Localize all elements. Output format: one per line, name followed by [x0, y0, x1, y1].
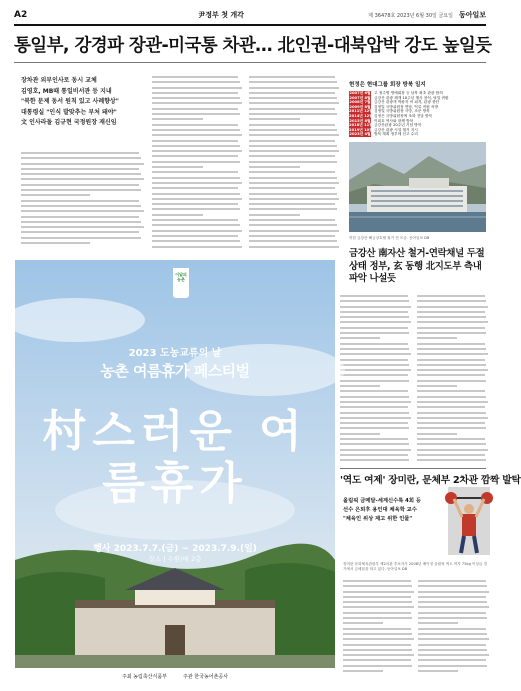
deck-line: 김영호, MB때 통일비서관 등 지내: [21, 87, 112, 95]
text-line: [418, 670, 458, 672]
text-line: [340, 311, 408, 313]
text-line: [418, 591, 489, 593]
text-line: [249, 155, 335, 157]
text-line: [417, 295, 485, 297]
page-number: A2: [14, 10, 28, 20]
text-line: [21, 242, 90, 244]
text-line: [417, 343, 485, 345]
text-line: [417, 459, 486, 461]
text-line: [417, 438, 485, 440]
timeline-text: 김정은 국방위원장에 조화 전달 방북: [374, 113, 433, 118]
text-line: [152, 240, 240, 242]
text-line: [152, 224, 240, 226]
timeline-row: [349, 132, 486, 137]
section-title: 尹정부 첫 개각: [198, 11, 244, 19]
text-line: [249, 108, 335, 110]
story2-deck: [343, 497, 448, 524]
text-line: [249, 87, 339, 89]
text-line: [417, 422, 485, 424]
text-line: [152, 235, 238, 237]
article-body-column: [340, 295, 412, 465]
text-line: [340, 412, 409, 414]
text-line: [340, 459, 409, 461]
ad-festival-name: 농촌 여름휴가 페스티벌: [100, 362, 250, 380]
text-line: [340, 316, 409, 318]
text-line: [418, 617, 487, 619]
text-line: [417, 348, 486, 350]
text-line: [152, 171, 238, 173]
text-line: [152, 208, 240, 210]
text-line: [343, 649, 412, 651]
text-line: [343, 617, 412, 619]
text-line: [417, 332, 486, 334]
story2-photo-caption: 장미란 문화체육관광부 제2차관 후보자가 2008년 베이징 올림픽 역도 여자 75kg 이상급 경기에서 금메달을 따고 있다. 동아일보 DB: [343, 562, 488, 571]
text-line: [152, 129, 240, 131]
text-line: [343, 659, 411, 661]
text-line: [249, 235, 335, 237]
timeline-box: [349, 80, 486, 138]
text-line: [21, 189, 141, 191]
text-line: [340, 385, 380, 387]
text-line: [152, 166, 203, 168]
text-line: [21, 152, 139, 154]
text-line: [340, 438, 408, 440]
text-line: [152, 108, 238, 110]
text-line: [343, 591, 414, 593]
text-line: [417, 396, 486, 398]
timeline-year: 2008년 7월: [349, 100, 371, 105]
timeline-text: 방북 계획 정부에 신고 수리: [374, 132, 418, 137]
text-line: [418, 585, 487, 587]
text-line: [417, 385, 457, 387]
text-line: [417, 327, 485, 329]
text-line: [418, 628, 486, 630]
text-line: [340, 348, 409, 350]
text-line: [418, 622, 458, 624]
text-line: [340, 417, 411, 419]
text-line: [343, 628, 411, 630]
ad-sponsors: [15, 668, 335, 685]
ad-host: 주최 농림축산식품부: [121, 674, 167, 680]
text-line: [152, 81, 240, 83]
text-line: [417, 443, 486, 445]
newspaper-logo: 동아일보: [458, 10, 486, 19]
text-line: [343, 644, 411, 646]
article-body-column: [21, 152, 146, 252]
text-line: [21, 210, 144, 212]
text-line: [249, 134, 339, 136]
text-line: [152, 182, 242, 184]
text-line: [152, 150, 242, 152]
text-line: [21, 173, 141, 175]
text-line: [152, 145, 240, 147]
text-line: [340, 406, 408, 408]
text-line: [417, 353, 488, 355]
text-line: [249, 198, 339, 200]
weightlifter-image: [448, 487, 490, 555]
text-line: [249, 177, 337, 179]
timeline-year: 2023년 4월: [349, 132, 371, 137]
photo-caption: 북한 금강산 해금강호텔 철거 전 모습. 동아일보 DB: [349, 236, 430, 240]
text-line: [417, 449, 488, 451]
text-line: [152, 187, 238, 189]
text-line: [152, 76, 238, 78]
text-line: [21, 163, 144, 165]
text-line: [21, 168, 139, 170]
text-line: [152, 214, 203, 216]
text-line: [340, 337, 380, 339]
text-line: [343, 633, 412, 635]
text-line: [340, 380, 409, 382]
deck-line: "북한 문제 동서 원칙 있고 사례향상": [21, 98, 119, 105]
text-line: [249, 129, 337, 131]
timeline-text: 금강산 관광객 박왕자 씨 피격, 관광 중단: [374, 100, 440, 105]
text-line: [21, 221, 141, 223]
page-header: [14, 8, 486, 22]
text-line: [418, 601, 487, 603]
timeline-year: 2014년 12월: [349, 113, 373, 118]
text-line: [152, 203, 238, 205]
timeline-text: 금강산 관광 시설 철거 지시: [374, 127, 418, 132]
text-line: [418, 665, 487, 667]
text-line: [249, 246, 339, 248]
text-line: [343, 580, 411, 582]
text-line: [249, 161, 337, 163]
text-line: [417, 427, 486, 429]
text-line: [249, 171, 335, 173]
text-line: [417, 321, 488, 323]
text-line: [417, 390, 485, 392]
timeline-year: 2011년 12월: [349, 109, 373, 114]
deck-line: 선수 은퇴후 용인대 체육학 교수: [343, 507, 417, 513]
text-line: [21, 226, 144, 228]
text-line: [417, 401, 488, 403]
timeline-title: 현정은 현대그룹 회장 방북 일지: [349, 82, 426, 88]
header-rule: [14, 24, 486, 26]
text-line: [417, 417, 488, 419]
text-line: [249, 145, 337, 147]
text-line: [21, 200, 139, 202]
text-line: [417, 359, 485, 361]
text-line: [249, 166, 300, 168]
timeline-year: 2019년 10월: [349, 127, 373, 132]
text-line: [340, 295, 408, 297]
ad-organizer: 주관 한국농어촌공사: [183, 674, 229, 680]
text-line: [340, 396, 409, 398]
hotel-photo-image: [349, 142, 486, 232]
text-line: [21, 237, 141, 239]
text-line: [152, 102, 242, 104]
text-line: [343, 665, 412, 667]
text-line: [343, 670, 383, 672]
text-line: [340, 359, 408, 361]
deck-line: 올림픽 금메달-세계신수록 4회 등: [343, 498, 421, 504]
ad-badge: 이달의 농촌: [173, 268, 189, 298]
text-line: [417, 406, 485, 408]
text-line: [340, 433, 380, 435]
ad-date: 행사 2023.7.7.(금) ~ 2023.7.9.(일): [93, 544, 257, 554]
text-line: [249, 97, 337, 99]
timeline-text: 김정일 국방위원장 면담, 억류 직원 석방: [374, 104, 439, 109]
text-line: [152, 140, 238, 142]
timeline-text: 고 정주영 명예회장 등 남북 최초 관광 합의: [374, 91, 443, 95]
text-line: [418, 633, 487, 635]
text-line: [417, 433, 457, 435]
text-line: [417, 316, 486, 318]
text-line: [343, 638, 414, 640]
text-line: [249, 230, 339, 232]
text-line: [340, 364, 409, 366]
timeline-year: 2007년 6월: [349, 91, 371, 95]
text-line: [152, 219, 238, 221]
text-line: [249, 76, 335, 78]
text-line: [249, 187, 335, 189]
text-line: [340, 443, 409, 445]
ad-slogan: 村스러운 여름휴가: [42, 406, 308, 509]
timeline-text: 김정일 국방위원장 사망, 조문 방북: [374, 109, 430, 114]
article-body-column: [417, 295, 489, 465]
text-line: [249, 92, 335, 94]
timeline-year: 2009년 8월: [349, 104, 371, 109]
text-line: [340, 306, 411, 308]
text-line: [418, 659, 486, 661]
text-line: [340, 332, 409, 334]
text-line: [417, 380, 486, 382]
ad-event-title: 2023 도농교류의 날: [128, 348, 222, 359]
weightlifter-photo: [448, 487, 490, 555]
issue-meta: 제 36478호 2023년 6월 30일 금요일: [368, 12, 453, 19]
text-line: [249, 140, 335, 142]
text-line: [340, 343, 408, 345]
text-line: [249, 203, 335, 205]
article-body-column: [152, 76, 244, 253]
text-line: [340, 401, 411, 403]
text-line: [21, 178, 144, 180]
text-line: [343, 606, 414, 608]
text-line: [418, 596, 486, 598]
text-line: [21, 194, 90, 196]
text-line: [343, 654, 414, 656]
headline-rule: [14, 62, 486, 63]
text-line: [340, 454, 408, 456]
text-line: [340, 327, 408, 329]
article-body-column: [249, 76, 341, 253]
text-line: [418, 644, 486, 646]
text-line: [340, 422, 408, 424]
story2-headline: '역도 여제' 장미란, 문체부 2차관 깜짝 발탁: [340, 475, 521, 486]
text-line: [152, 92, 238, 94]
text-line: [417, 337, 457, 339]
text-line: [417, 369, 488, 371]
text-line: [340, 369, 411, 371]
text-line: [343, 596, 411, 598]
text-line: [418, 580, 486, 582]
text-line: [152, 113, 240, 115]
text-line: [418, 638, 489, 640]
article-deck: [21, 76, 139, 129]
text-line: [417, 311, 485, 313]
text-line: [417, 454, 485, 456]
text-line: [249, 219, 335, 221]
text-line: [249, 118, 300, 120]
story-divider: [340, 468, 486, 469]
text-line: [152, 134, 242, 136]
timeline-year: 2007년 8월: [349, 95, 371, 100]
text-line: [249, 193, 337, 195]
deck-line: "체육인 위상 제고 위한 인물": [343, 516, 413, 522]
text-line: [343, 601, 412, 603]
text-line: [152, 198, 242, 200]
timeline-text: 이희호 여사와 함께 방북: [374, 118, 414, 123]
text-line: [343, 622, 383, 624]
timeline-text: 금강산관광 20주년 기념 방북: [374, 123, 422, 128]
text-line: [343, 612, 411, 614]
text-line: [417, 412, 486, 414]
text-line: [417, 374, 485, 376]
text-line: [249, 224, 337, 226]
text-line: [340, 390, 408, 392]
text-line: [249, 113, 337, 115]
text-line: [340, 427, 409, 429]
text-line: [152, 177, 240, 179]
text-line: [417, 306, 488, 308]
hotel-photo: [349, 142, 486, 232]
festival-advertisement[interactable]: [15, 260, 335, 685]
timeline-year: 2015년 8월: [349, 118, 371, 123]
text-line: [340, 353, 411, 355]
text-line: [152, 124, 238, 126]
text-line: [418, 612, 486, 614]
subheadline: 금강산 南자산 철거-연락채널 두절 상태 정부, 玄 동행 北지도부 측내 파악 나설듯: [349, 248, 485, 284]
deck-line: 대통령실 "인식 발맞추는 부처 돼야": [21, 108, 117, 116]
text-line: [249, 124, 335, 126]
text-line: [418, 649, 487, 651]
text-line: [21, 157, 141, 159]
text-line: [152, 230, 242, 232]
text-line: [152, 246, 242, 248]
text-line: [249, 240, 337, 242]
text-line: [417, 364, 486, 366]
text-line: [418, 606, 489, 608]
text-line: [249, 150, 339, 152]
text-line: [418, 654, 489, 656]
text-line: [340, 321, 411, 323]
text-line: [21, 216, 139, 218]
text-line: [152, 161, 240, 163]
article-body-column: [343, 580, 415, 680]
text-line: [152, 193, 240, 195]
text-line: [21, 205, 141, 207]
text-line: [152, 87, 242, 89]
text-line: [249, 208, 337, 210]
ad-location: 장소 | 수원(메 2층: [148, 555, 202, 563]
text-line: [152, 155, 238, 157]
text-line: [340, 300, 409, 302]
text-line: [249, 182, 339, 184]
text-line: [340, 374, 408, 376]
text-line: [249, 214, 300, 216]
text-line: [249, 81, 337, 83]
text-line: [417, 300, 486, 302]
text-line: [152, 97, 240, 99]
text-line: [21, 231, 139, 233]
text-line: [249, 102, 339, 104]
deck-line: 文 인사라돌 김규현 국정원장 재신임: [21, 119, 117, 126]
text-line: [152, 118, 203, 120]
timeline-year: 2018년 11월: [349, 123, 373, 128]
main-headline: 통일부, 강경파 장관-미국통 차관… 北인권-대북압박 강도 높일듯: [14, 36, 492, 56]
text-line: [21, 184, 139, 186]
article-body-column: [418, 580, 490, 680]
timeline-text: 금강산 관광 재개 10주년 행사 참석, 당일 귀환: [374, 95, 449, 100]
deck-line: 장차관 외부인사로 동시 교체: [21, 77, 97, 84]
text-line: [343, 585, 412, 587]
text-line: [340, 449, 411, 451]
